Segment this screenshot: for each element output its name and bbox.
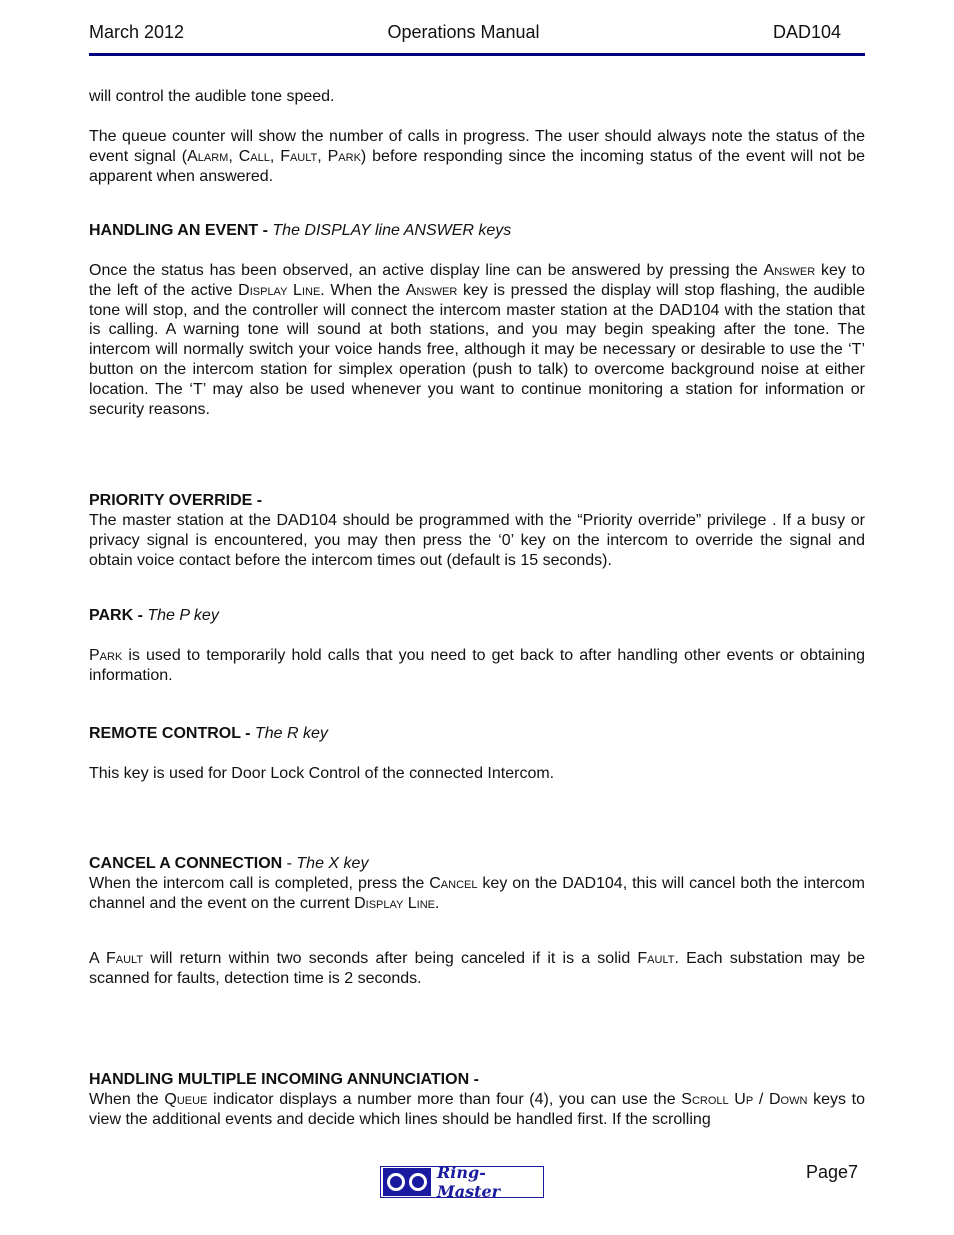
small-caps-term: Queue xyxy=(164,1091,208,1108)
text-run: keys to view the additional events and decide which lines should be handled first. If the scrolling xyxy=(89,1091,865,1128)
paragraph-fault xyxy=(89,949,865,989)
logo-circles-icon xyxy=(383,1168,431,1196)
small-caps-term: Park xyxy=(327,147,361,165)
paragraph-cancel xyxy=(89,874,865,914)
small-caps-term: Scroll Up xyxy=(681,1091,754,1108)
paragraph-park xyxy=(89,646,865,686)
heading-park-italic: The P key xyxy=(147,607,219,624)
text-run: ) before responding since the incoming status of the event will not be apparent when answered. xyxy=(89,147,865,185)
text-run: , xyxy=(228,147,239,165)
heading-multiple-annunciation xyxy=(89,1070,865,1090)
page-number: Page7 xyxy=(806,1162,859,1182)
paragraph-remote-control: This key is used for Door Lock Control of the connected Intercom. xyxy=(89,765,555,782)
logo-wordmark: Ring-Master xyxy=(437,1163,501,1201)
small-caps-term: Display Line xyxy=(238,281,321,299)
text-run: , xyxy=(269,147,281,165)
heading-handling-event-bold: HANDLING AN EVENT - xyxy=(89,222,273,239)
small-caps-term: Answer xyxy=(405,281,458,299)
ring-master-logo xyxy=(380,1163,544,1201)
small-caps-term: Alarm xyxy=(187,147,229,165)
small-caps-term: Answer xyxy=(763,262,816,279)
text-run: indicator displays a number more than four (4), you can use the xyxy=(207,1091,682,1108)
small-caps-term: Fault xyxy=(280,147,318,165)
small-caps-term: Cancel xyxy=(429,875,478,892)
paragraph-queue-counter xyxy=(89,127,865,186)
heading-park-bold: PARK - xyxy=(89,607,148,624)
heading-cancel-connection-sep: - xyxy=(282,855,297,872)
heading-priority-override xyxy=(89,491,865,511)
heading-cancel-connection-italic: The X key xyxy=(296,855,369,872)
paragraph-priority-override: The master station at the DAD104 should be programmed with the “Priority override” privilege . If a busy or privacy signal is encountered, you may then press the ‘0’ key on the intercom to override the signal and obtain voice contact before the intercom times out (default is 15 seconds). xyxy=(89,512,865,569)
heading-handling-event-italic: The DISPLAY line ANSWER keys xyxy=(272,222,512,239)
text-run: key on the DAD104, this will cancel both the intercom channel and the event on the current xyxy=(89,875,865,912)
text-run: key is pressed the display will stop flashing, the audible tone will stop, and the controller will connect the intercom master station at the DAD104 with the station that is calling. A warning tone will sound at both stations, and you may begin speaking after the tone. The intercom will normally switch your voice hands free, although it may be necessary or desirable to use the ‘T’ button on the intercom station for simplex operation (push to talk) to overcome background noise at either location. The ‘T’ may also be used whenever you want to continue monitoring a station for information or security reasons. xyxy=(89,281,865,418)
small-caps-term: Call xyxy=(238,147,270,165)
text-run: The queue counter will show the number of calls in progress. The user should always note the status of the event signal ( xyxy=(89,128,865,165)
heading-remote-control xyxy=(89,724,865,744)
small-caps-term: Down xyxy=(768,1091,808,1108)
heading-cancel-connection-bold: CANCEL A CONNECTION xyxy=(89,855,283,872)
paragraph-multiple-annunciation xyxy=(89,1090,865,1130)
heading-remote-control-italic: The R key xyxy=(254,725,328,742)
paragraph-tone-speed: will control the audible tone speed. xyxy=(89,88,335,105)
header-date: March 2012 xyxy=(89,22,185,42)
text-run: When the intercom call is completed, press the xyxy=(89,875,430,892)
small-caps-term: Park xyxy=(89,647,123,664)
text-run: A xyxy=(89,950,106,967)
paragraph-answer xyxy=(89,261,865,419)
heading-park xyxy=(89,606,865,626)
heading-multiple-annunciation-bold: HANDLING MULTIPLE INCOMING ANNUNCIATION - xyxy=(89,1071,479,1088)
text-run: key to the left of the active xyxy=(89,262,865,299)
text-run: / xyxy=(753,1091,769,1108)
heading-handling-event xyxy=(89,221,865,241)
small-caps-term: Fault xyxy=(105,950,144,967)
text-run: will return within two seconds after being canceled if it is a solid xyxy=(143,950,638,967)
header-title: Operations Manual xyxy=(387,22,540,42)
small-caps-term: Display Line xyxy=(354,894,436,912)
small-caps-term: Fault xyxy=(637,950,675,967)
text-run: When the xyxy=(89,1091,165,1108)
text-run: , xyxy=(317,147,328,165)
heading-cancel-connection xyxy=(89,854,865,874)
text-run: . Each substation may be scanned for faults, detection time is 2 seconds. xyxy=(89,950,866,987)
text-run: Once the status has been observed, an active display line can be answered by pressing the xyxy=(89,262,764,279)
heading-priority-override-bold: PRIORITY OVERRIDE - xyxy=(89,492,263,509)
heading-remote-control-bold: REMOTE CONTROL - xyxy=(89,725,255,742)
text-run: . When the xyxy=(320,281,406,299)
header-rule xyxy=(89,53,865,56)
text-run: is used to temporarily hold calls that you need to get back to after handling other events or obtaining information. xyxy=(89,647,865,684)
text-run: . xyxy=(435,894,440,912)
header-model: DAD104 xyxy=(772,22,841,42)
